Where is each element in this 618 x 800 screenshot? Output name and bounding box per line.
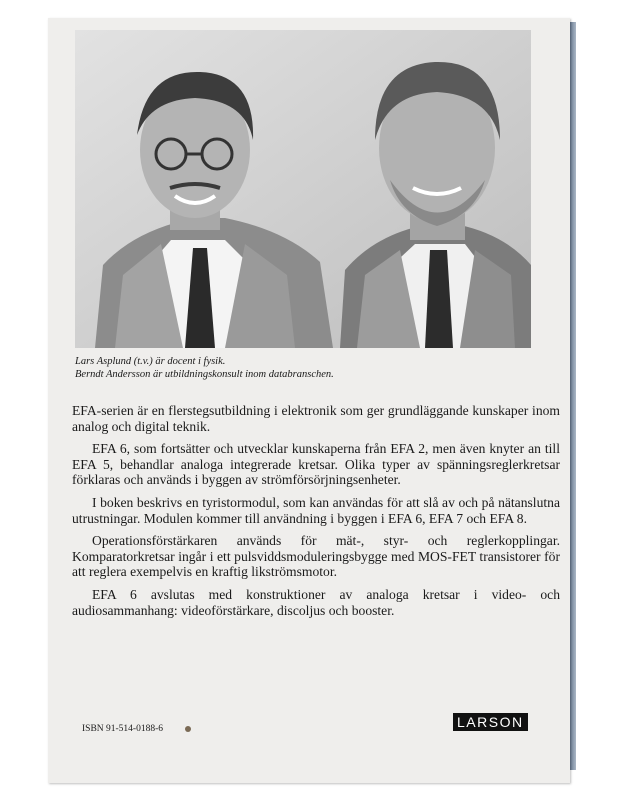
paragraph: EFA 6 avslutas med konstruktioner av analoga kretsar i video- och audiosammanhang: videoförstärkare, discoljus och booster.: [72, 586, 560, 618]
book-spine-edge: [570, 22, 576, 770]
paragraph: EFA 6, som fortsätter och utvecklar kunskaperna från EFA 2, men även knyter an till EFA 5, behandlar analoga integrerade kretsar. Olika typer av spänningsreglerkretsar förklaras och används i byggen av strömförsörjningsenheter.: [72, 441, 560, 488]
book-back-cover: [48, 18, 570, 783]
caption-line-1: Lars Asplund (t.v.) är docent i fysik.: [75, 356, 226, 367]
publisher-logo: LARSON: [453, 713, 528, 731]
isbn-number: ISBN 91-514-0188-6: [82, 724, 164, 734]
paragraph-intro: EFA-serien är en flerstegsutbildning i elektronik som ger grundläggande kunskaper inom analog och digital teknik.: [72, 403, 560, 434]
photo-caption: [75, 355, 545, 381]
author-photo: [75, 30, 531, 348]
punch-hole: [185, 726, 191, 732]
paragraph: I boken beskrivs en tyristormodul, som kan användas för att slå av och på nätanslutna utrustningar. Modulen kommer till användning i byggen i EFA 6, EFA 7 och EFA 8.: [72, 494, 560, 526]
paragraph: Operationsförstärkaren används för mät-, styr- och reglerkopplingar. Komparatorkretsar ingår i ett pulsviddsmoduleringsbygge med MOS-FET transistorer för att reglera exempelvis en kraftig likströmsmotor.: [72, 533, 560, 580]
caption-line-2: Berndt Andersson är utbildningskonsult inom databranschen.: [75, 369, 334, 380]
description-text: [72, 403, 560, 625]
